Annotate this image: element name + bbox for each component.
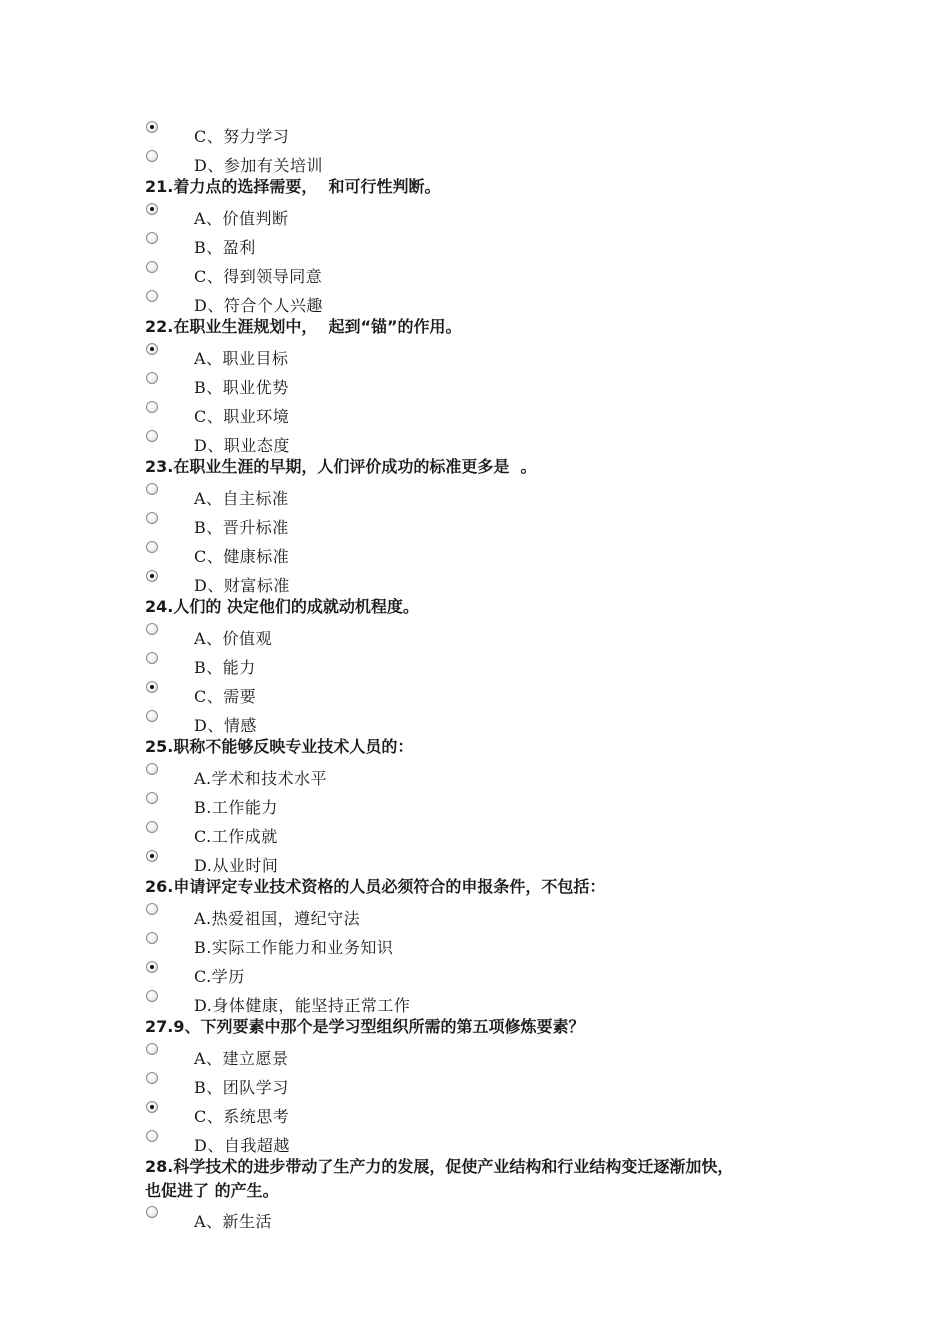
option-label: A、价值观 xyxy=(194,629,273,648)
answer-option[interactable] xyxy=(0,988,950,1017)
radio-unchecked-icon[interactable] xyxy=(146,1206,158,1218)
answer-option[interactable] xyxy=(0,708,950,737)
radio-unchecked-icon[interactable] xyxy=(146,372,158,384)
radio-unchecked-icon[interactable] xyxy=(146,990,158,1002)
radio-unchecked-icon[interactable] xyxy=(146,821,158,833)
answer-option[interactable] xyxy=(0,148,950,177)
answer-option[interactable] xyxy=(0,1128,950,1157)
question-text: 23.在职业生涯的早期，人们评价成功的标准更多是 。 xyxy=(145,457,537,476)
question-text: 28.科学技术的进步带动了生产力的发展，促使产业结构和行业结构变迁逐渐加快， 也促进了 的产生。 xyxy=(145,1157,734,1200)
radio-checked-icon[interactable] xyxy=(146,681,158,693)
radio-checked-icon[interactable] xyxy=(146,343,158,355)
answer-option[interactable] xyxy=(0,901,950,930)
answer-option[interactable] xyxy=(0,790,950,819)
option-label: C、需要 xyxy=(194,687,257,706)
option-label: B、盈利 xyxy=(194,238,256,257)
answer-option[interactable] xyxy=(0,568,950,597)
question-text: 26.申请评定专业技术资格的人员必须符合的申报条件，不包括： xyxy=(145,877,606,896)
option-label: B、职业优势 xyxy=(194,378,289,397)
question-text: 25.职称不能够反映专业技术人员的： xyxy=(145,737,414,756)
answer-option[interactable] xyxy=(0,539,950,568)
question-text: 27.9、下列要素中那个是学习型组织所需的第五项修炼要素？ xyxy=(145,1017,585,1036)
answer-option[interactable] xyxy=(0,959,950,988)
answer-option[interactable] xyxy=(0,230,950,259)
radio-unchecked-icon[interactable] xyxy=(146,763,158,775)
answer-option[interactable] xyxy=(0,481,950,510)
option-label: D、财富标准 xyxy=(194,576,290,595)
option-label: D、职业态度 xyxy=(194,436,290,455)
radio-unchecked-icon[interactable] xyxy=(146,1043,158,1055)
option-label: C、努力学习 xyxy=(194,127,290,146)
radio-checked-icon[interactable] xyxy=(146,121,158,133)
answer-option[interactable] xyxy=(0,399,950,428)
radio-unchecked-icon[interactable] xyxy=(146,1130,158,1142)
option-label: D、情感 xyxy=(194,716,257,735)
answer-option[interactable] xyxy=(0,1204,950,1233)
answer-option[interactable] xyxy=(0,428,950,457)
radio-unchecked-icon[interactable] xyxy=(146,401,158,413)
option-label: B.工作能力 xyxy=(194,798,278,817)
question-text: 22.在职业生涯规划中， 起到“锚”的作用。 xyxy=(145,317,462,336)
answer-option[interactable] xyxy=(0,1099,950,1128)
radio-unchecked-icon[interactable] xyxy=(146,290,158,302)
option-label: A.热爱祖国，遵纪守法 xyxy=(194,909,361,928)
radio-checked-icon[interactable] xyxy=(146,570,158,582)
answer-option[interactable] xyxy=(0,1041,950,1070)
radio-unchecked-icon[interactable] xyxy=(146,232,158,244)
question-text: 21.着力点的选择需要， 和可行性判断。 xyxy=(145,177,441,196)
answer-option[interactable] xyxy=(0,848,950,877)
radio-unchecked-icon[interactable] xyxy=(146,623,158,635)
answer-option[interactable] xyxy=(0,930,950,959)
radio-checked-icon[interactable] xyxy=(146,203,158,215)
option-label: D、符合个人兴趣 xyxy=(194,296,323,315)
answer-option[interactable] xyxy=(0,761,950,790)
radio-unchecked-icon[interactable] xyxy=(146,1072,158,1084)
option-label: C.工作成就 xyxy=(194,827,278,846)
radio-checked-icon[interactable] xyxy=(146,961,158,973)
answer-option[interactable] xyxy=(0,259,950,288)
option-label: A、自主标准 xyxy=(194,489,289,508)
radio-checked-icon[interactable] xyxy=(146,1101,158,1113)
answer-option[interactable] xyxy=(0,119,950,148)
answer-option[interactable] xyxy=(0,201,950,230)
radio-unchecked-icon[interactable] xyxy=(146,932,158,944)
option-label: D.身体健康，能坚持正常工作 xyxy=(194,996,411,1015)
option-label: A、建立愿景 xyxy=(194,1049,289,1068)
option-label: C、系统思考 xyxy=(194,1107,290,1126)
answer-option[interactable] xyxy=(0,288,950,317)
radio-unchecked-icon[interactable] xyxy=(146,903,158,915)
option-label: D、参加有关培训 xyxy=(194,156,323,175)
question-text: 24.人们的 决定他们的成就动机程度。 xyxy=(145,597,419,616)
radio-unchecked-icon[interactable] xyxy=(146,430,158,442)
answer-option[interactable] xyxy=(0,621,950,650)
answer-option[interactable] xyxy=(0,650,950,679)
option-label: B、晋升标准 xyxy=(194,518,289,537)
option-label: A.学术和技术水平 xyxy=(194,769,328,788)
answer-option[interactable] xyxy=(0,510,950,539)
option-label: C、健康标准 xyxy=(194,547,290,566)
option-label: C、得到领导同意 xyxy=(194,267,323,286)
option-label: A、价值判断 xyxy=(194,209,289,228)
option-label: D.从业时间 xyxy=(194,856,279,875)
radio-unchecked-icon[interactable] xyxy=(146,150,158,162)
radio-unchecked-icon[interactable] xyxy=(146,792,158,804)
option-label: D、自我超越 xyxy=(194,1136,290,1155)
option-label: C.学历 xyxy=(194,967,245,986)
answer-option[interactable] xyxy=(0,341,950,370)
radio-unchecked-icon[interactable] xyxy=(146,483,158,495)
answer-option[interactable] xyxy=(0,1070,950,1099)
radio-unchecked-icon[interactable] xyxy=(146,512,158,524)
radio-unchecked-icon[interactable] xyxy=(146,710,158,722)
option-label: A、新生活 xyxy=(194,1212,273,1231)
option-label: C、职业环境 xyxy=(194,407,290,426)
radio-unchecked-icon[interactable] xyxy=(146,261,158,273)
option-label: B.实际工作能力和业务知识 xyxy=(194,938,394,957)
answer-option[interactable] xyxy=(0,819,950,848)
answer-option[interactable] xyxy=(0,679,950,708)
radio-checked-icon[interactable] xyxy=(146,850,158,862)
radio-unchecked-icon[interactable] xyxy=(146,652,158,664)
answer-option[interactable] xyxy=(0,370,950,399)
option-label: A、职业目标 xyxy=(194,349,289,368)
radio-unchecked-icon[interactable] xyxy=(146,541,158,553)
option-label: B、团队学习 xyxy=(194,1078,289,1097)
option-label: B、能力 xyxy=(194,658,256,677)
